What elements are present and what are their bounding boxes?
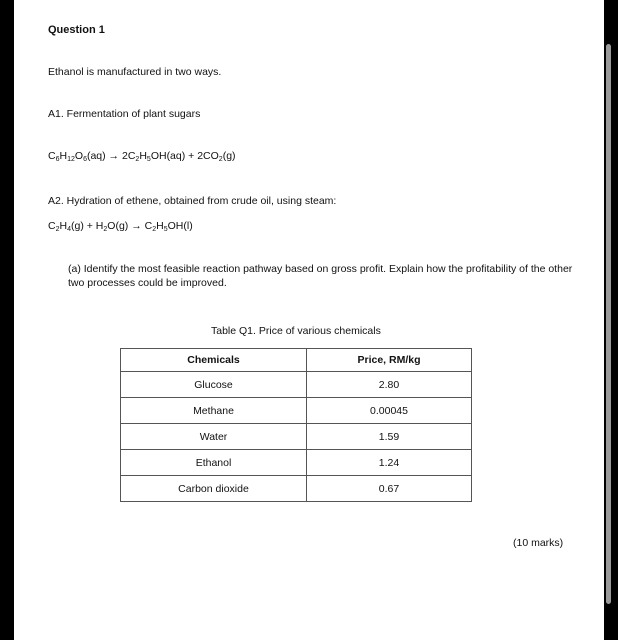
- equation-fermentation: $C_6H_{12}O_6(aq) \to 2C_2H_5OH(aq) + 2CO_2(g)$: [48, 150, 236, 163]
- chemical-cell: Methane: [121, 398, 307, 424]
- price-table: [120, 348, 472, 502]
- table-row: [121, 372, 472, 398]
- table-header-row: [121, 349, 472, 372]
- chemical-cell: Ethanol: [121, 450, 307, 476]
- marks-label: (10 marks): [513, 537, 564, 549]
- table-row: [121, 476, 472, 502]
- intro-text: Ethanol is manufactured in two ways.: [48, 66, 222, 78]
- header-chemicals: Chemicals: [121, 349, 307, 372]
- chemical-cell: Glucose: [121, 372, 307, 398]
- question-part-a: (a) Identify the most feasible reaction pathway based on gross profit. Explain how the profitability of the other two processes could be improved.: [68, 263, 573, 289]
- price-cell: 0.67: [307, 476, 472, 502]
- method-a1: A1. Fermentation of plant sugars: [48, 108, 201, 120]
- table-row: [121, 424, 472, 450]
- price-cell: 1.59: [307, 424, 472, 450]
- chemical-cell: Carbon dioxide: [121, 476, 307, 502]
- equation-hydration: $C_2H_4(g) + H_2O(g) \to C_2H_5OH(l)$: [48, 220, 193, 233]
- table-caption: Table Q1. Price of various chemicals: [211, 325, 381, 337]
- table-row: [121, 450, 472, 476]
- question-title: Question 1: [48, 24, 105, 36]
- price-cell: 0.00045: [307, 398, 472, 424]
- price-cell: 2.80: [307, 372, 472, 398]
- method-a2: A2. Hydration of ethene, obtained from crude oil, using steam:: [48, 195, 337, 207]
- price-cell: 1.24: [307, 450, 472, 476]
- header-price: Price, RM/kg: [307, 349, 472, 372]
- chemical-cell: Water: [121, 424, 307, 450]
- vertical-scrollbar[interactable]: [606, 44, 611, 604]
- document-page: [14, 0, 604, 640]
- table-row: [121, 398, 472, 424]
